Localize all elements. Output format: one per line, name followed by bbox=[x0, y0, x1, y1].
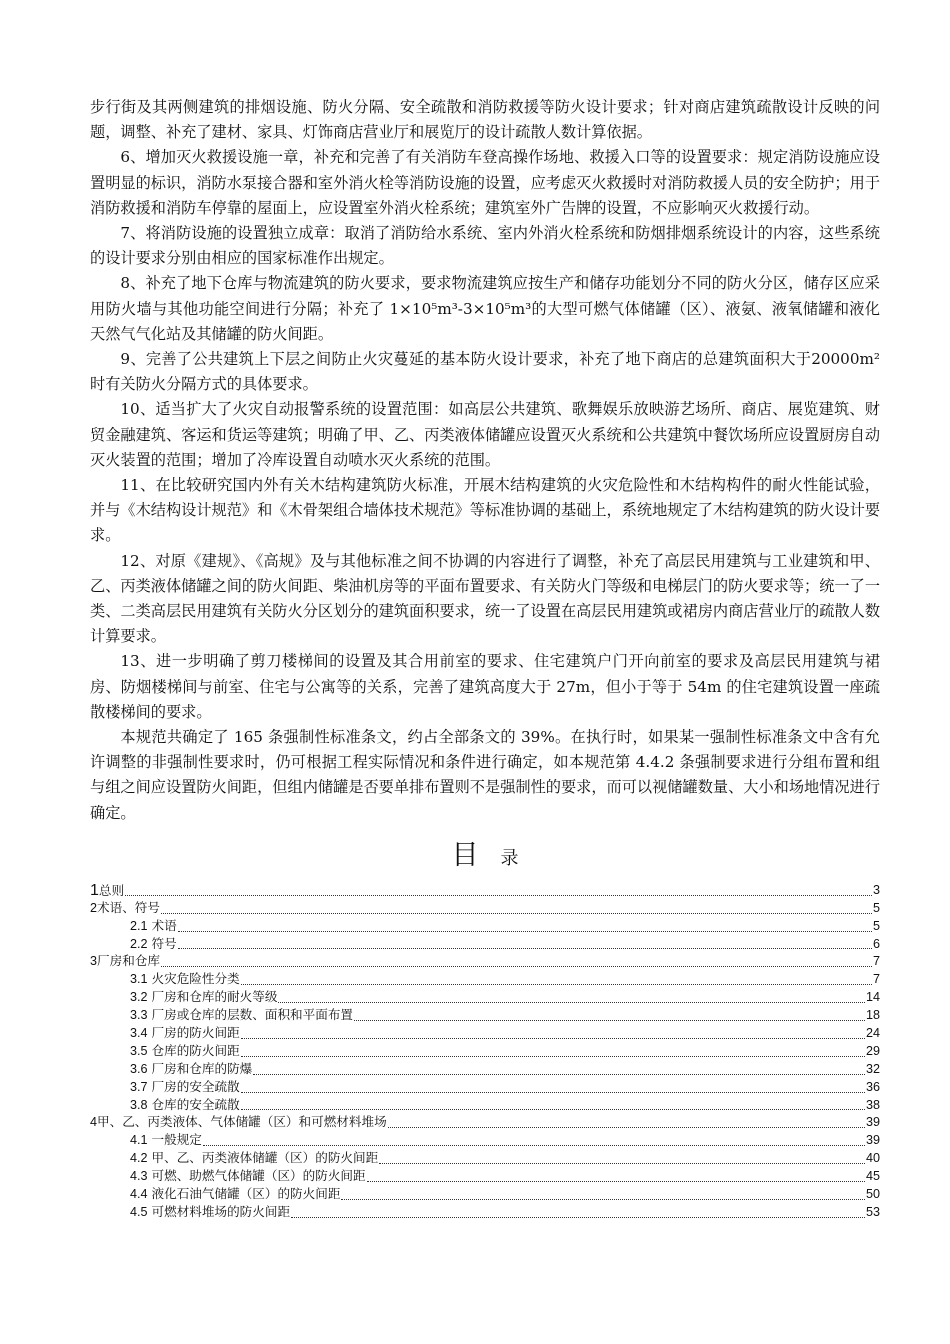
toc-entry-number: 3 bbox=[90, 954, 98, 969]
toc-entry-text: 厂房或仓库的层数、面积和平面布置 bbox=[147, 1007, 354, 1023]
toc-entry-text: 甲、乙、丙类液体、气体储罐（区）和可燃材料堆场 bbox=[97, 1114, 387, 1130]
paragraph: 11、在比较研究国内外有关木结构建筑防火标准，开展木结构建筑的火灾危险性和木结构构件的耐火性能试验，并与《木结构设计规范》和《木骨架组合墙体技术规范》等标准协调的基础上，系统地规定了木结构建筑的防火设计要求。 bbox=[90, 476, 880, 545]
toc-entry-label bbox=[130, 1025, 240, 1043]
toc-entry[interactable] bbox=[90, 1097, 880, 1115]
toc-entry-number: 3.2 bbox=[130, 990, 148, 1005]
toc-entry-number: 3.7 bbox=[130, 1079, 148, 1094]
toc-entry-label bbox=[130, 1204, 290, 1222]
toc-page-number: 32 bbox=[865, 1061, 880, 1076]
paragraph: 8、补充了地下仓库与物流建筑的防火要求，要求物流建筑应按生产和储存功能划分不同的防火分区，储存区应采用防火墙与其他功能空间进行分隔；补充了 1×10⁵m³-3×10⁵m³的大型可燃气体储罐（区）、液氨、液氧储罐和液化天然气气化站及其储罐的防火间距。 bbox=[90, 274, 880, 343]
toc-entry-label bbox=[130, 1097, 240, 1115]
toc-leader-dots bbox=[278, 1001, 865, 1003]
toc-entry-label bbox=[90, 900, 160, 918]
toc-entry-label bbox=[130, 1007, 353, 1025]
toc-entry-text: 火灾危险性分类 bbox=[147, 971, 240, 987]
toc-entry[interactable] bbox=[90, 1025, 880, 1043]
toc-page-number: 5 bbox=[872, 900, 880, 915]
toc-entry[interactable] bbox=[90, 1061, 880, 1079]
toc-entry-label bbox=[130, 936, 177, 954]
toc-page-number: 6 bbox=[872, 936, 880, 951]
toc-entry[interactable] bbox=[90, 1150, 880, 1168]
toc-title-main: 目 bbox=[451, 839, 479, 871]
toc-entry-label bbox=[130, 989, 277, 1007]
toc-page-number: 39 bbox=[865, 1115, 880, 1130]
toc-page-number: 5 bbox=[872, 918, 880, 933]
toc-page-number: 45 bbox=[865, 1169, 880, 1184]
toc-entry[interactable] bbox=[90, 936, 880, 954]
toc-leader-dots bbox=[379, 1162, 865, 1164]
toc-entry[interactable] bbox=[90, 1186, 880, 1204]
toc-entry[interactable] bbox=[90, 1132, 880, 1150]
paragraph: 9、完善了公共建筑上下层之间防止火灾蔓延的基本防火设计要求，补充了地下商店的总建筑面积大于20000m²时有关防火分隔方式的具体要求。 bbox=[90, 350, 880, 394]
toc-leader-dots bbox=[341, 1198, 865, 1200]
toc-entry-number: 4.2 bbox=[130, 1151, 148, 1166]
paragraph: 10、适当扩大了火灾自动报警系统的设置范围：如高层公共建筑、歌舞娱乐放映游艺场所、商店、展览建筑、财贸金融建筑、客运和货运等建筑；明确了甲、乙、丙类液体储罐应设置灭火系统和公共建筑中餐饮场所应设置厨房自动灭火装置的范围；增加了冷库设置自动喷水灭火系统的范围。 bbox=[90, 400, 880, 469]
toc-entry-number: 3.1 bbox=[130, 972, 148, 987]
toc-page-number: 24 bbox=[865, 1026, 880, 1040]
toc-entry-label bbox=[130, 1043, 240, 1061]
toc-page-number: 39 bbox=[865, 1133, 880, 1148]
paragraph: 本规范共确定了 165 条强制性标准条文，约占全部条文的 39%。在执行时，如果某一强制性标准条文中含有允许调整的非强制性要求时，仍可根据工程实际情况和条件进行确定，如本规范第 4.4.2 条强制要求进行分组布置和组与组之间应设置防火间距，但组内储罐是否要单排布置则不是强制性的要求，而可以视储罐数量、大小和场地情况进行确定。 bbox=[90, 728, 880, 822]
toc-leader-dots bbox=[388, 1126, 865, 1128]
toc-entry-label bbox=[130, 1186, 340, 1204]
toc-page-number: 38 bbox=[865, 1097, 880, 1112]
toc-title-suffix: 录 bbox=[500, 847, 519, 869]
toc-entry-text: 可燃、助燃气体储罐（区）的防火间距 bbox=[147, 1168, 366, 1184]
toc-entry-text: 仓库的安全疏散 bbox=[147, 1096, 240, 1112]
toc-entry-number: 4.3 bbox=[130, 1169, 148, 1184]
toc-entry-label bbox=[130, 918, 177, 936]
toc-entry-text: 厂房的防火间距 bbox=[147, 1025, 240, 1040]
toc-page-number: 7 bbox=[872, 954, 880, 969]
paragraph: 6、增加灭火救援设施一章，补充和完善了有关消防车登高操作场地、救援入口等的设置要求：规定消防设施应设置明显的标识，消防水泵接合器和室外消火栓等消防设施的设置，应考虑灭火救援时对消防救援人员的安全防护；用于消防救援和消防车停靠的屋面上，应设置室外消火栓系统；建筑室外广告牌的设置，不应影响灭火救援行动。 bbox=[90, 148, 880, 217]
toc-page-number: 3 bbox=[872, 882, 880, 897]
toc-leader-dots bbox=[241, 1091, 865, 1093]
toc-entry-number: 2.2 bbox=[130, 936, 148, 951]
toc-entry[interactable] bbox=[90, 918, 880, 936]
toc-leader-dots bbox=[241, 1108, 865, 1110]
toc-entry-number: 3.4 bbox=[130, 1026, 148, 1040]
toc-entry[interactable] bbox=[90, 1204, 880, 1222]
toc-leader-dots bbox=[241, 1037, 865, 1039]
paragraph: 13、进一步明确了剪刀楼梯间的设置及其合用前室的要求、住宅建筑户门开向前室的要求及高层民用建筑与裙房、防烟楼梯间与前室、住宅与公寓等的关系，完善了建筑高度大于 27m，但小于等于 54m 的住宅建筑设置一座疏散楼梯间的要求。 bbox=[90, 652, 880, 721]
toc-title bbox=[90, 836, 880, 876]
toc-entry-label bbox=[130, 1168, 366, 1186]
toc-entry[interactable] bbox=[90, 971, 880, 989]
toc-entry-number: 3.3 bbox=[130, 1008, 148, 1023]
paragraph: 7、将消防设施的设置独立成章：取消了消防给水系统、室内外消火栓系统和防烟排烟系统设计的内容，这些系统的设计要求分别由相应的国家标准作出规定。 bbox=[90, 224, 880, 268]
toc-leader-dots bbox=[367, 1180, 865, 1182]
toc-entry-text: 厂房和仓库的耐火等级 bbox=[147, 989, 278, 1005]
toc-entry-label bbox=[90, 1114, 387, 1132]
toc-entry-number: 2.1 bbox=[130, 918, 148, 933]
toc-leader-dots bbox=[161, 965, 872, 967]
paragraph: 12、对原《建规》、《高规》及与其他标准之间不协调的内容进行了调整，补充了高层民用建筑与工业建筑和甲、乙、丙类液体储罐之间的防火间距、柴油机房等的平面布置要求、有关防火门等级和电梯层门的防火要求等；统一了一类、二类高层民用建筑有关防火分区划分的建筑面积要求，统一了设置在高层民用建筑或裙房内商店营业厅的疏散人数计算要求。 bbox=[90, 551, 880, 646]
toc-entry-text: 术语 bbox=[147, 917, 177, 933]
toc-entry-number: 4.4 bbox=[130, 1187, 148, 1202]
toc-entry-number: 4 bbox=[90, 1115, 98, 1130]
toc-entry-text: 符号 bbox=[147, 935, 177, 951]
toc-page-number: 40 bbox=[865, 1151, 880, 1166]
toc-entry[interactable] bbox=[90, 953, 880, 971]
toc-leader-dots bbox=[241, 1055, 865, 1057]
toc-leader-dots bbox=[291, 1216, 865, 1218]
toc-entry[interactable] bbox=[90, 1043, 880, 1061]
toc-entry-number: 3.6 bbox=[130, 1061, 148, 1076]
toc-page-number: 7 bbox=[872, 972, 880, 987]
toc-leader-dots bbox=[354, 1019, 865, 1021]
toc-page-number: 53 bbox=[865, 1204, 880, 1219]
toc-entry-number: 1 bbox=[90, 881, 99, 899]
table-of-contents bbox=[90, 882, 880, 1222]
toc-leader-dots bbox=[178, 930, 872, 932]
toc-entry[interactable] bbox=[90, 882, 880, 900]
toc-entry-label bbox=[90, 953, 160, 971]
toc-entry-text: 液化石油气储罐（区）的防火间距 bbox=[147, 1186, 341, 1202]
toc-page-number: 50 bbox=[865, 1187, 880, 1202]
toc-entry-number: 4.1 bbox=[130, 1133, 148, 1148]
toc-page-number: 14 bbox=[865, 990, 880, 1005]
toc-entry-number: 4.5 bbox=[130, 1204, 148, 1219]
toc-entry[interactable] bbox=[90, 1007, 880, 1025]
toc-entry-label bbox=[90, 882, 124, 900]
toc-page-number: 18 bbox=[865, 1008, 880, 1023]
toc-entry-label bbox=[130, 1132, 202, 1150]
toc-entry-text: 甲、乙、丙类液体储罐（区）的防火间距 bbox=[147, 1150, 379, 1166]
toc-entry[interactable] bbox=[90, 1114, 880, 1132]
toc-entry-number: 3.5 bbox=[130, 1043, 148, 1058]
toc-leader-dots bbox=[203, 1144, 865, 1146]
paragraph: 步行街及其两侧建筑的排烟设施、防火分隔、安全疏散和消防救援等防火设计要求；针对商店建筑疏散设计反映的问题，调整、补充了建材、家具、灯饰商店营业厅和展览厅的设计疏散人数计算依据。 bbox=[90, 98, 880, 142]
toc-entry-label bbox=[130, 1150, 378, 1168]
toc-page-number: 29 bbox=[865, 1043, 880, 1058]
toc-entry-label bbox=[130, 971, 240, 989]
toc-leader-dots bbox=[253, 1073, 865, 1075]
toc-entry-text: 术语、符号 bbox=[97, 899, 160, 915]
toc-entry-text: 总则 bbox=[98, 882, 125, 898]
toc-leader-dots bbox=[125, 894, 872, 896]
toc-entry-label bbox=[130, 1061, 252, 1079]
toc-entry-number: 3.8 bbox=[130, 1097, 148, 1112]
toc-leader-dots bbox=[178, 947, 872, 949]
body-text bbox=[90, 95, 880, 826]
toc-entry-text: 可燃材料堆场的防火间距 bbox=[147, 1203, 291, 1219]
toc-page-number: 36 bbox=[865, 1079, 880, 1094]
toc-entry-label bbox=[130, 1079, 240, 1097]
toc-leader-dots bbox=[241, 983, 872, 985]
toc-entry[interactable] bbox=[90, 989, 880, 1007]
toc-entry[interactable] bbox=[90, 900, 880, 918]
toc-entry-text: 厂房和仓库 bbox=[97, 953, 160, 969]
toc-leader-dots bbox=[161, 912, 872, 914]
toc-entry-text: 厂房的安全疏散 bbox=[147, 1078, 240, 1094]
toc-entry-text: 厂房和仓库的防爆 bbox=[147, 1060, 253, 1076]
document-page bbox=[90, 95, 880, 1222]
toc-entry[interactable] bbox=[90, 1079, 880, 1097]
toc-entry-number: 2 bbox=[90, 900, 98, 915]
toc-entry-text: 一般规定 bbox=[147, 1132, 202, 1148]
toc-entry-text: 仓库的防火间距 bbox=[147, 1042, 240, 1058]
toc-entry[interactable] bbox=[90, 1168, 880, 1186]
